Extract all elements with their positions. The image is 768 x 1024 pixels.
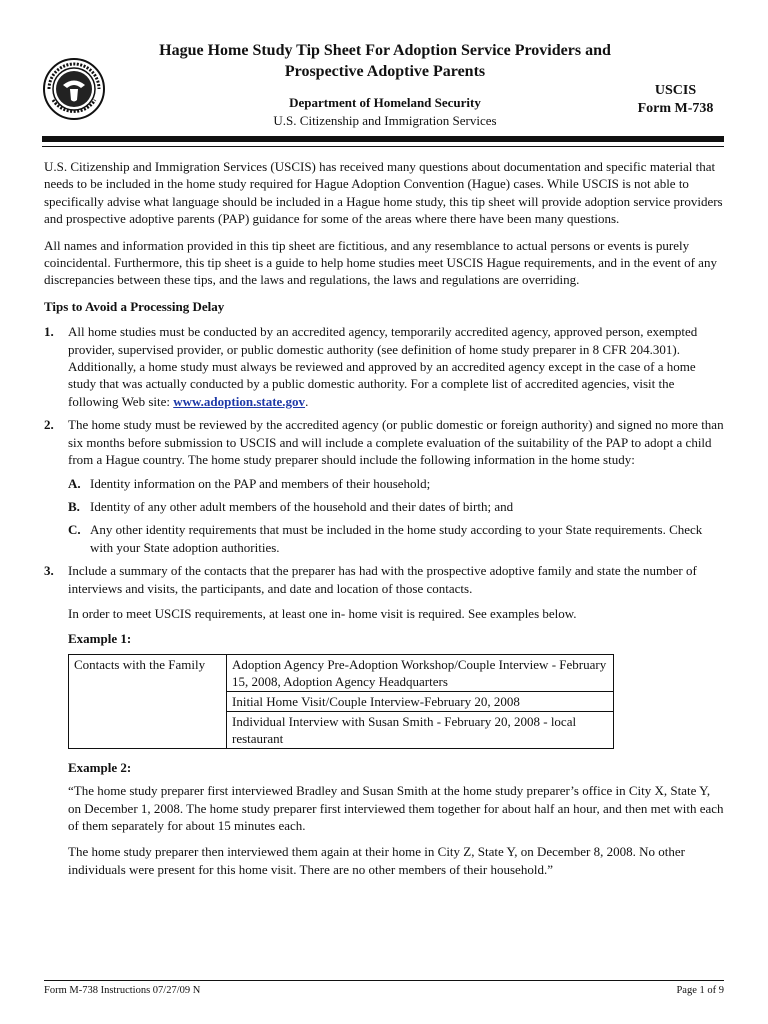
dhs-seal-icon [43, 58, 105, 120]
sub-item-a [68, 475, 724, 492]
tips-heading: Tips to Avoid a Processing Delay [44, 298, 225, 314]
sub-letter: A. [68, 475, 81, 491]
sub-item-b [68, 498, 724, 515]
list-text: All home studies must be conducted by an accredited agency, temporarily accredited agency, approved person, exempted provider, supervised provider, or public domestic authority (see definition of home study preparer in 8 CFR 204.301). Additionally, a home study must always be reviewed and approved by an accredited agency except in the case of a home study that was actually conducted by a public domestic authority. For a complete list of accredited agencies, visit the following Web site: [68, 324, 698, 409]
page-number: Page 1 of 9 [676, 985, 724, 996]
requirement-text: In order to meet USCIS requirements, at least one in- home visit is required. See examples below. [68, 605, 577, 621]
example-2-heading: Example 2: [68, 759, 132, 775]
adoption-state-link[interactable]: www.adoption.state.gov [173, 393, 306, 409]
list-text-end: . [305, 393, 309, 409]
list-item-2 [44, 416, 724, 556]
form-identifier [628, 82, 723, 118]
department-name: Department of Homeland Security [289, 95, 481, 110]
document-title [100, 40, 670, 82]
example-1-heading: Example 1: [68, 631, 132, 647]
list-item-3 [44, 562, 724, 878]
list-number: 2. [44, 417, 54, 433]
table-label-cell: Contacts with the Family [69, 654, 227, 748]
agency-name: U.S. Citizenship and Immigration Services [273, 113, 497, 128]
form-number: Form M-738 [637, 101, 714, 116]
header-rule-thin [42, 146, 724, 147]
footer-form-info: Form M-738 Instructions 07/27/09 N [44, 985, 201, 996]
table-cell: Adoption Agency Pre-Adoption Workshop/Couple Interview - February 15, 2008, Adoption Agency Headquarters [227, 654, 614, 691]
sub-text: Any other identity requirements that must be included in the home study according to your State requirements. Check with your State adoption authorities. [90, 522, 703, 555]
sub-letter: B. [68, 498, 80, 514]
intro-paragraph-2: All names and information provided in this tip sheet are fictitious, and any resemblance to actual persons or events is purely coincidental. Furthermore, this tip sheet is a guide to help home studies meet USCIS Hague requirements, and in the event of any discrepancies between these tips, and the laws and regulations, the laws and regulations are overriding. [44, 237, 717, 288]
header-rule-thick [42, 136, 724, 142]
table-cell: Initial Home Visit/Couple Interview-February 20, 2008 [227, 691, 614, 711]
list-item-1 [44, 323, 724, 410]
list-text: The home study must be reviewed by the accredited agency (or public domestic or foreign authority) and signed no more than six months before submission to USCIS and will include a complete evaluation of the suitability of the PAP to adopt a child from a Hague country. The home study preparer should include the following information in the home study: [68, 417, 724, 468]
contacts-table [68, 654, 614, 749]
example-2-paragraph-2: The home study preparer then interviewed them again at their home in City Z, State Y, on December 8, 2008. No other individuals were present for this home visit. There are no other members of their household.” [68, 844, 685, 877]
sub-text: Identity of any other adult members of the household and their dates of birth; and [90, 498, 514, 514]
department-block [230, 94, 540, 130]
table-cell: Individual Interview with Susan Smith - February 20, 2008 - local restaurant [227, 711, 614, 748]
sub-text: Identity information on the PAP and members of their household; [90, 475, 431, 491]
page-footer [44, 980, 724, 996]
sub-letter: C. [68, 522, 81, 538]
document-body [44, 158, 724, 887]
title-line-2: Prospective Adoptive Parents [284, 63, 486, 80]
title-line-1: Hague Home Study Tip Sheet For Adoption Service Providers and [159, 42, 611, 59]
table-row [69, 654, 614, 691]
sub-item-c [68, 521, 724, 556]
list-text: Include a summary of the contacts that the preparer has had with the prospective adoptive family and state the number of interviews and visits, the participants, and date and location of those contacts. [68, 563, 697, 596]
form-agency: USCIS [654, 83, 697, 98]
intro-paragraph-1: U.S. Citizenship and Immigration Services (USCIS) has received many questions about documentation and specific material that needs to be included in the home study required for Hague Adoption Convention (Hague) cases. While USCIS is not able to specifically advise what language should be included in a Hague home study, this tip sheet will provide adoption service providers and prospective adoptive parents (PAP) guidance for some of the areas where there have been many questions. [44, 159, 723, 227]
list-number: 1. [44, 324, 54, 340]
example-2-paragraph-1: “The home study preparer first interviewed Bradley and Susan Smith at the home study preparer’s office in City X, State Y, on December 1, 2008. The home study preparer first interviewed them together for about half an hour, and then met with each of them separately for about 15 minutes each. [68, 783, 724, 833]
list-number: 3. [44, 563, 54, 579]
